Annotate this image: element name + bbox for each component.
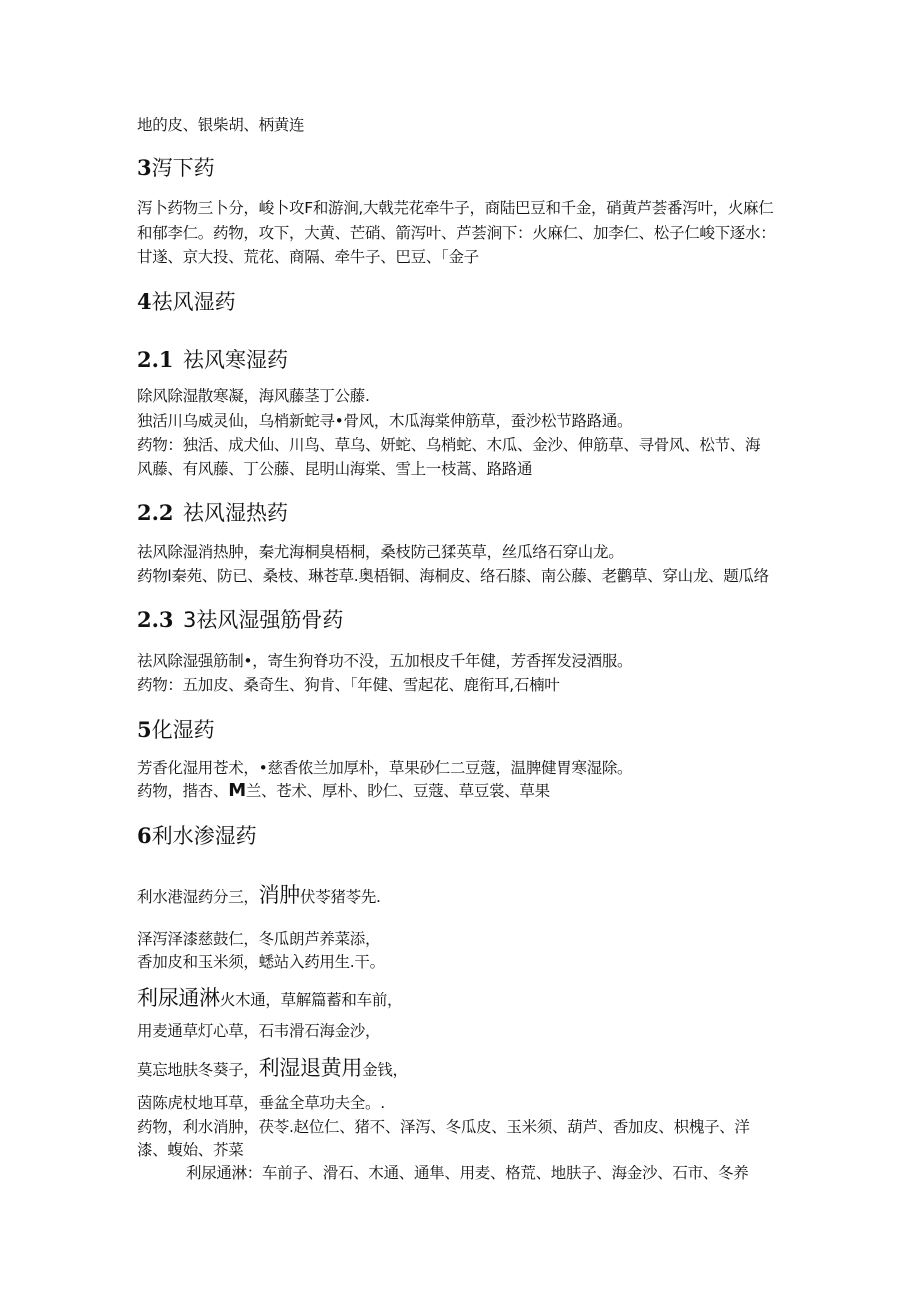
heading-number: 3 [137,155,152,180]
text-fragment: 药物，揩杏、 [137,782,229,800]
subsection-heading-2-2 [137,499,288,527]
text-line: 药物，利水消肿，茯苓.赵位仁、猪不、泽泻、冬瓜皮、玉米须、葫芦、香加皮、枳槐子、洋 [137,1118,750,1136]
heading-number: 5 [137,717,152,742]
section-heading-purgative [137,154,215,182]
heading-number: 4 [137,289,152,314]
text-fragment: 利尿通淋 [137,986,220,1010]
text-line: 药物：五加皮、桑奇生、狗肯、「年健、雪起花、鹿衔耳,石楠叶 [137,676,560,694]
text-line: 泻卜药物三卜分，峻卜攻F和游涧,大戟芫花牵牛子，商陆巴豆和千金，硝黄芦荟番泻叶，火麻仁 [137,199,774,217]
text-fragment: 消肿 [258,883,301,907]
text-line: 漆、蝮始、芥菜 [137,1141,244,1159]
text-fragment: 兰、苍术、厚朴、眇仁、豆蔻、草豆裳、草果 [245,782,550,800]
text-line: 祛风除湿强筋制•，寄生狗脊功不没，五加根皮千年健，芳香挥发浸酒服。 [137,652,633,670]
heading-text: 祛风湿药 [151,290,236,314]
text-line: 香加皮和玉米须，蟋站入药用生.干。 [137,953,385,971]
text-fragment: 莫忘地肤冬葵子， [137,1061,259,1079]
heading-number: 2.3 [137,607,174,632]
heading-text: 化湿药 [151,718,215,742]
text-fragment: 金钱， [362,1061,408,1079]
heading-number: 2.2 [137,500,174,525]
heading-text: 利水渗湿药 [151,824,257,848]
text-line: 泽泻泽漆慈鼓仁，冬瓜朗芦养菜添， [137,930,381,948]
text-line [137,987,402,1011]
text-line: 和郁李仁。药物，攻下，大黄、芒硝、箭泻叶、芦荟涧下：火麻仁、加李仁、松子仁峻下逐水： [137,224,776,242]
text-fragment: M [228,780,246,801]
text-line: 利尿通淋：车前子、滑石、木通、通隼、用麦、格荒、地肤子、海金沙、石市、冬养 [186,1164,749,1182]
text-fragment: 利水港湿药分三， [137,888,259,906]
text-line [137,884,381,908]
text-line: 芳香化湿用苍术，•慈香侬兰加厚朴，草果砂仁二豆蔻，温脾健胃寒湿除。 [137,759,633,777]
heading-number: 2.1 [137,347,174,372]
subsection-heading-2-3 [137,606,343,634]
heading-text: 祛风湿热药 [183,501,288,525]
heading-text: 泻下药 [151,156,215,180]
text-line [137,1057,408,1081]
subsection-heading-2-1 [137,346,288,374]
text-line: 风藤、有风藤、丁公藤、昆明山海棠、雪上一枝蒿、路路通 [137,460,533,478]
section-heading-resolve-damp [137,716,215,744]
text-line: 药物：独活、成犬仙、川鸟、草乌、妍蛇、乌梢蛇、木瓜、金沙、伸筋草、寻骨风、松节、海 [137,436,761,454]
section-heading-diuretic [137,822,257,850]
text-fragment: 火木通，草解篇蓄和车前， [219,991,403,1009]
text-line: 药物l秦苑、防已、桑枝、琳苍草.奥梧铜、海桐皮、络石膝、南公藤、老鹳草、穿山龙、题瓜络 [137,567,769,585]
heading-number: 6 [137,823,152,848]
text-line: 除风除湿散寒凝，海风藤茎丁公藤. [137,387,370,405]
text-line: 独活川乌威灵仙，乌梢新蛇寻•骨风，木瓜海棠伸筋草，蚕沙松节路路通。 [137,412,633,430]
text-line: 祛风除湿消热肿，秦尤海桐臭梧桐，桑枝防己猱英草，丝瓜络石穿山龙。 [137,543,624,561]
text-line: 茵陈虎杖地耳草，垂盆全草功夫全。. [137,1094,385,1112]
text-fragment: 利湿退黄用 [258,1056,363,1080]
text-fragment: 伏苓猪苓先. [300,888,381,906]
section-heading-wind-damp [137,288,236,316]
text-line: 地的皮、银柴胡、柄黄连 [137,116,305,134]
text-line: 甘遂、京大投、荒花、商隔、牵牛子、巴豆、「金子 [137,248,479,266]
heading-text: 3祛风湿强筋骨药 [183,608,344,632]
heading-text: 祛风寒湿药 [183,348,288,372]
text-line [137,780,550,802]
text-line: 用麦通草灯心草，石韦滑石海金沙， [137,1022,381,1040]
